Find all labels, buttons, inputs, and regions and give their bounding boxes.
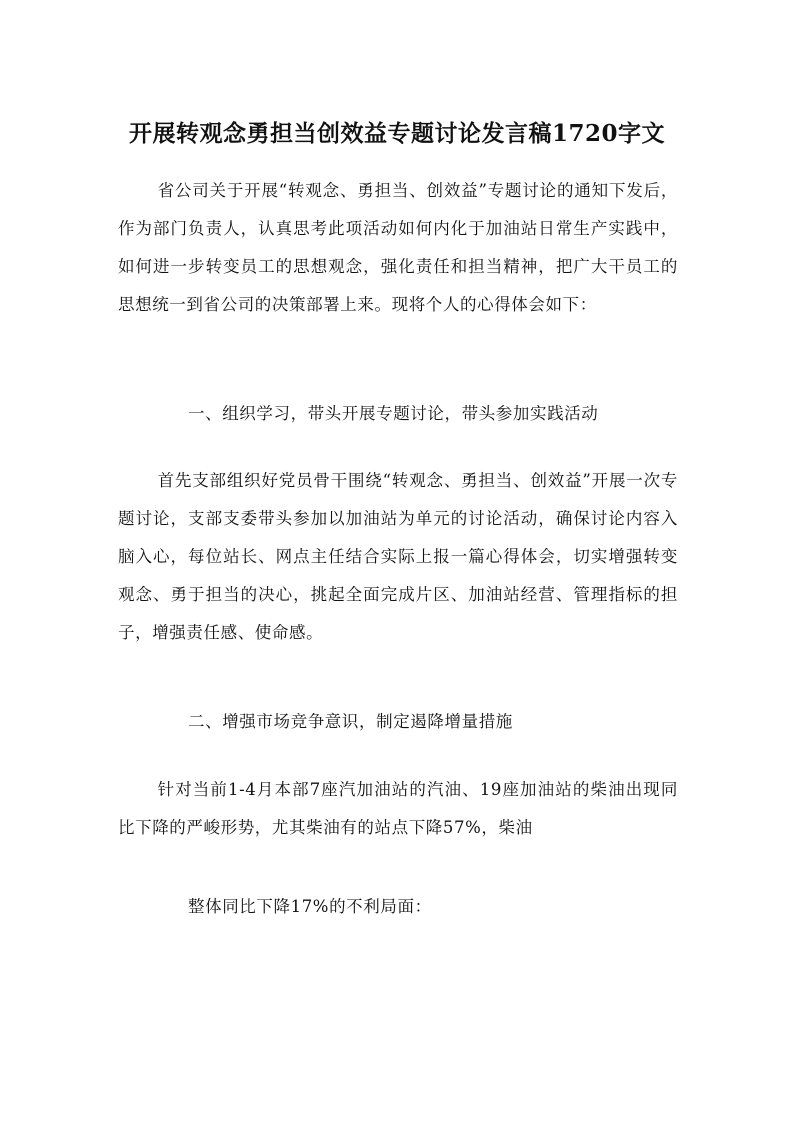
intro-paragraph: 省公司关于开展“转观念、勇担当、创效益”专题讨论的通知下发后，作为部门负责人，认真思考此项活动如何内化于加油站日常生产实践中，如何进一步转变员工的思想观念，强化责任和担当精神，把广大干员工的思想统一到省公司的决策部署上来。现将个人的心得体会如下： — [118, 181, 678, 314]
section-2-heading: 二、增强市场竞争意识，制定遏降增量措施 — [188, 712, 513, 731]
document-title: 开展转观念勇担当创效益专题讨论发言稿1720字文 — [128, 120, 665, 147]
section-1-paragraph: 首先支部组织好党员骨干围绕“转观念、勇担当、创效益”开展一次专题讨论，支部支委带头参加以加油站为单元的讨论活动，确保讨论内容入脑入心，每位站长、网点主任结合实际上报一篇心得体会，切实增强转变观念、勇于担当的决心，挑起全面完成片区、加油站经营、管理指标的担子，增强责任感、使命感。 — [118, 471, 678, 642]
section-2-continued: 整体同比下降17%的不利局面： — [188, 897, 432, 916]
section-2-paragraph: 针对当前1-4月本部7座汽加油站的汽油、19座加油站的柴油出现同比下降的严峻形势，尤其柴油有的站点下降57%，柴油 — [118, 780, 678, 837]
section-1-heading: 一、组织学习，带头开展专题讨论，带头参加实践活动 — [188, 404, 599, 423]
